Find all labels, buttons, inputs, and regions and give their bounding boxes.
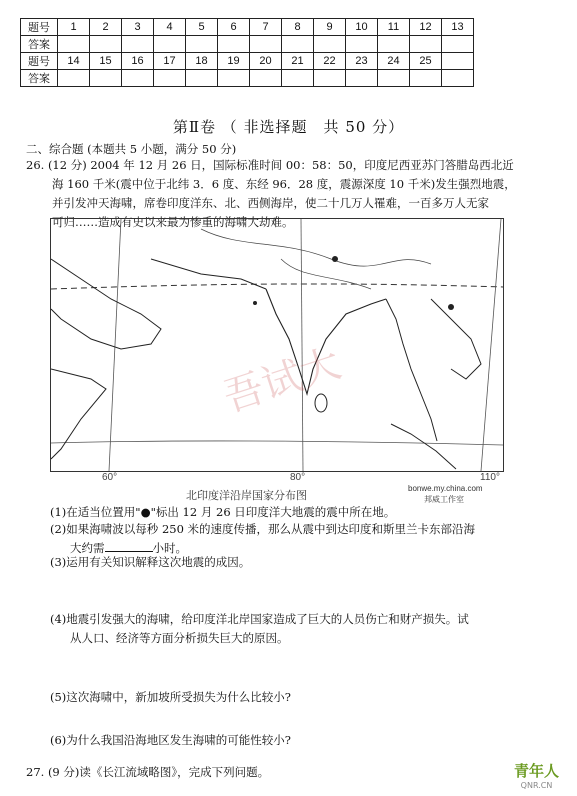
question-26-3: (3)运用有关知识解释这次地震的成因。 <box>50 555 251 569</box>
tropic-line <box>51 284 503 289</box>
answer-cell[interactable] <box>218 36 250 53</box>
question-text: (4)地震引发强大的海啸，给印度洋北岸国家造成了巨大的人员伤亡和财产损失。试 <box>50 612 469 626</box>
question-26-4 <box>50 610 469 648</box>
intro-line: 并引发冲天海啸，席卷印度洋东、北、西侧海岸，使二十几万人罹难，一百多万人无家 <box>52 196 489 210</box>
table-cell: 20 <box>250 53 282 70</box>
table-header-cell: 答案 <box>21 36 58 53</box>
table-cell: 11 <box>378 19 410 36</box>
answer-cell[interactable] <box>154 70 186 87</box>
africa-coast <box>51 369 106 459</box>
answer-blank[interactable] <box>105 539 153 552</box>
question-text: 小时。 <box>152 541 187 555</box>
answer-cell[interactable] <box>346 36 378 53</box>
answer-cell[interactable] <box>58 70 90 87</box>
site-logo <box>514 760 559 790</box>
table-cell: 3 <box>122 19 154 36</box>
answer-table-row <box>21 70 474 87</box>
answer-cell[interactable] <box>250 70 282 87</box>
sumatra <box>391 424 456 469</box>
answer-cell[interactable] <box>250 36 282 53</box>
table-cell: 15 <box>90 53 122 70</box>
question-26-5: (5)这次海啸中，新加坡所受损失为什么比较小? <box>50 690 291 704</box>
answer-cell[interactable] <box>282 70 314 87</box>
table-cell: 22 <box>314 53 346 70</box>
answer-cell[interactable] <box>314 36 346 53</box>
table-cell: 9 <box>314 19 346 36</box>
table-cell: 1 <box>58 19 90 36</box>
intro-line: 可归……造成有史以来最为惨重的海啸大劫难。 <box>52 215 294 229</box>
logo-url: QNR.CN <box>520 781 553 790</box>
north-indian-ocean-map[interactable] <box>50 218 504 472</box>
table-cell: 6 <box>218 19 250 36</box>
answer-cell[interactable] <box>218 70 250 87</box>
answer-cell[interactable] <box>282 36 314 53</box>
table-cell <box>442 53 474 70</box>
table-header-cell: 题号 <box>21 53 58 70</box>
map-lon-label-110: 110° <box>480 472 500 483</box>
watermark: 吾试大 <box>217 340 347 422</box>
answer-cell[interactable] <box>442 36 474 53</box>
section-heading: 二、综合题 (本题共 5 小题，满分 50 分) <box>26 142 237 156</box>
map-studio: 邦威工作室 <box>424 495 464 504</box>
table-cell: 14 <box>58 53 90 70</box>
map-lon-label-80: 80° <box>290 472 306 483</box>
logo-text: 青年人 <box>513 762 559 780</box>
section-title: 第Ⅱ卷 （ 非选择题 共 50 分） <box>172 118 405 136</box>
answer-cell[interactable] <box>442 70 474 87</box>
question-27: 27. (9 分)读《长江流域略图》，完成下列问题。 <box>26 765 270 779</box>
answer-cell[interactable] <box>90 70 122 87</box>
answer-cell[interactable] <box>186 70 218 87</box>
lake-mark <box>332 256 338 262</box>
question-26-6: (6)为什么我国沿海地区发生海啸的可能性较小? <box>50 733 291 747</box>
table-cell: 10 <box>346 19 378 36</box>
border-line <box>201 229 431 266</box>
table-cell: 19 <box>218 53 250 70</box>
answer-cell[interactable] <box>58 36 90 53</box>
myanmar-malay-coast <box>386 299 437 441</box>
map-lon-label-60: 60° <box>102 472 118 483</box>
meridian-60 <box>109 219 121 471</box>
river <box>281 259 371 289</box>
question-text: 大约需 <box>70 541 105 555</box>
answer-table-row <box>21 19 474 36</box>
answer-cell[interactable] <box>378 70 410 87</box>
iran-coast <box>151 259 266 289</box>
table-cell: 13 <box>442 19 474 36</box>
latitude-line <box>51 441 503 445</box>
answer-cell[interactable] <box>122 70 154 87</box>
question-text: 从人口、经济等方面分析损失巨大的原因。 <box>70 631 289 645</box>
table-cell: 21 <box>282 53 314 70</box>
table-cell: 8 <box>282 19 314 36</box>
table-header-cell: 题号 <box>21 19 58 36</box>
table-header-cell: 答案 <box>21 70 58 87</box>
table-cell: 12 <box>410 19 442 36</box>
question-text: (2)如果海啸波以每秒 250 米的速度传播，那么从震中到达印度和斯里兰卡东部沿海 <box>50 522 476 536</box>
indochina <box>431 299 481 379</box>
answer-table-row <box>21 36 474 53</box>
table-cell: 24 <box>378 53 410 70</box>
table-cell: 7 <box>250 19 282 36</box>
answer-table <box>20 18 474 87</box>
answer-cell[interactable] <box>410 70 442 87</box>
table-cell: 2 <box>90 19 122 36</box>
arabian-peninsula <box>51 259 161 349</box>
map-caption: 北印度洋沿岸国家分布图 <box>186 489 307 502</box>
answer-table-row <box>21 53 474 70</box>
answer-cell[interactable] <box>154 36 186 53</box>
table-cell: 23 <box>346 53 378 70</box>
lake-mark <box>253 301 257 305</box>
map-drawing <box>51 219 503 471</box>
table-cell: 4 <box>154 19 186 36</box>
sri-lanka <box>315 394 327 412</box>
meridian-110 <box>481 219 501 471</box>
answer-cell[interactable] <box>122 36 154 53</box>
table-cell: 16 <box>122 53 154 70</box>
table-cell: 18 <box>186 53 218 70</box>
table-cell: 5 <box>186 19 218 36</box>
map-source: bonwe.my.china.com <box>408 484 483 493</box>
answer-cell[interactable] <box>410 36 442 53</box>
intro-line: 海 160 千米(震中位于北纬 3．6 度、东经 96．28 度，震源深度 10 千米)发生强烈地震， <box>52 177 516 191</box>
lake-mark <box>448 304 454 310</box>
answer-cell[interactable] <box>346 70 378 87</box>
table-cell: 17 <box>154 53 186 70</box>
answer-cell[interactable] <box>378 36 410 53</box>
answer-cell[interactable] <box>186 36 218 53</box>
table-cell: 25 <box>410 53 442 70</box>
intro-line: 26. (12 分) 2004 年 12 月 26 日，国际标准时间 00：58：50，印度尼西亚苏门答腊岛西北近 <box>26 158 514 172</box>
answer-cell[interactable] <box>314 70 346 87</box>
question-26-1: (1)在适当位置用"●"标出 12 月 26 日印度洋大地震的震中所在地。 <box>50 505 396 519</box>
answer-cell[interactable] <box>90 36 122 53</box>
